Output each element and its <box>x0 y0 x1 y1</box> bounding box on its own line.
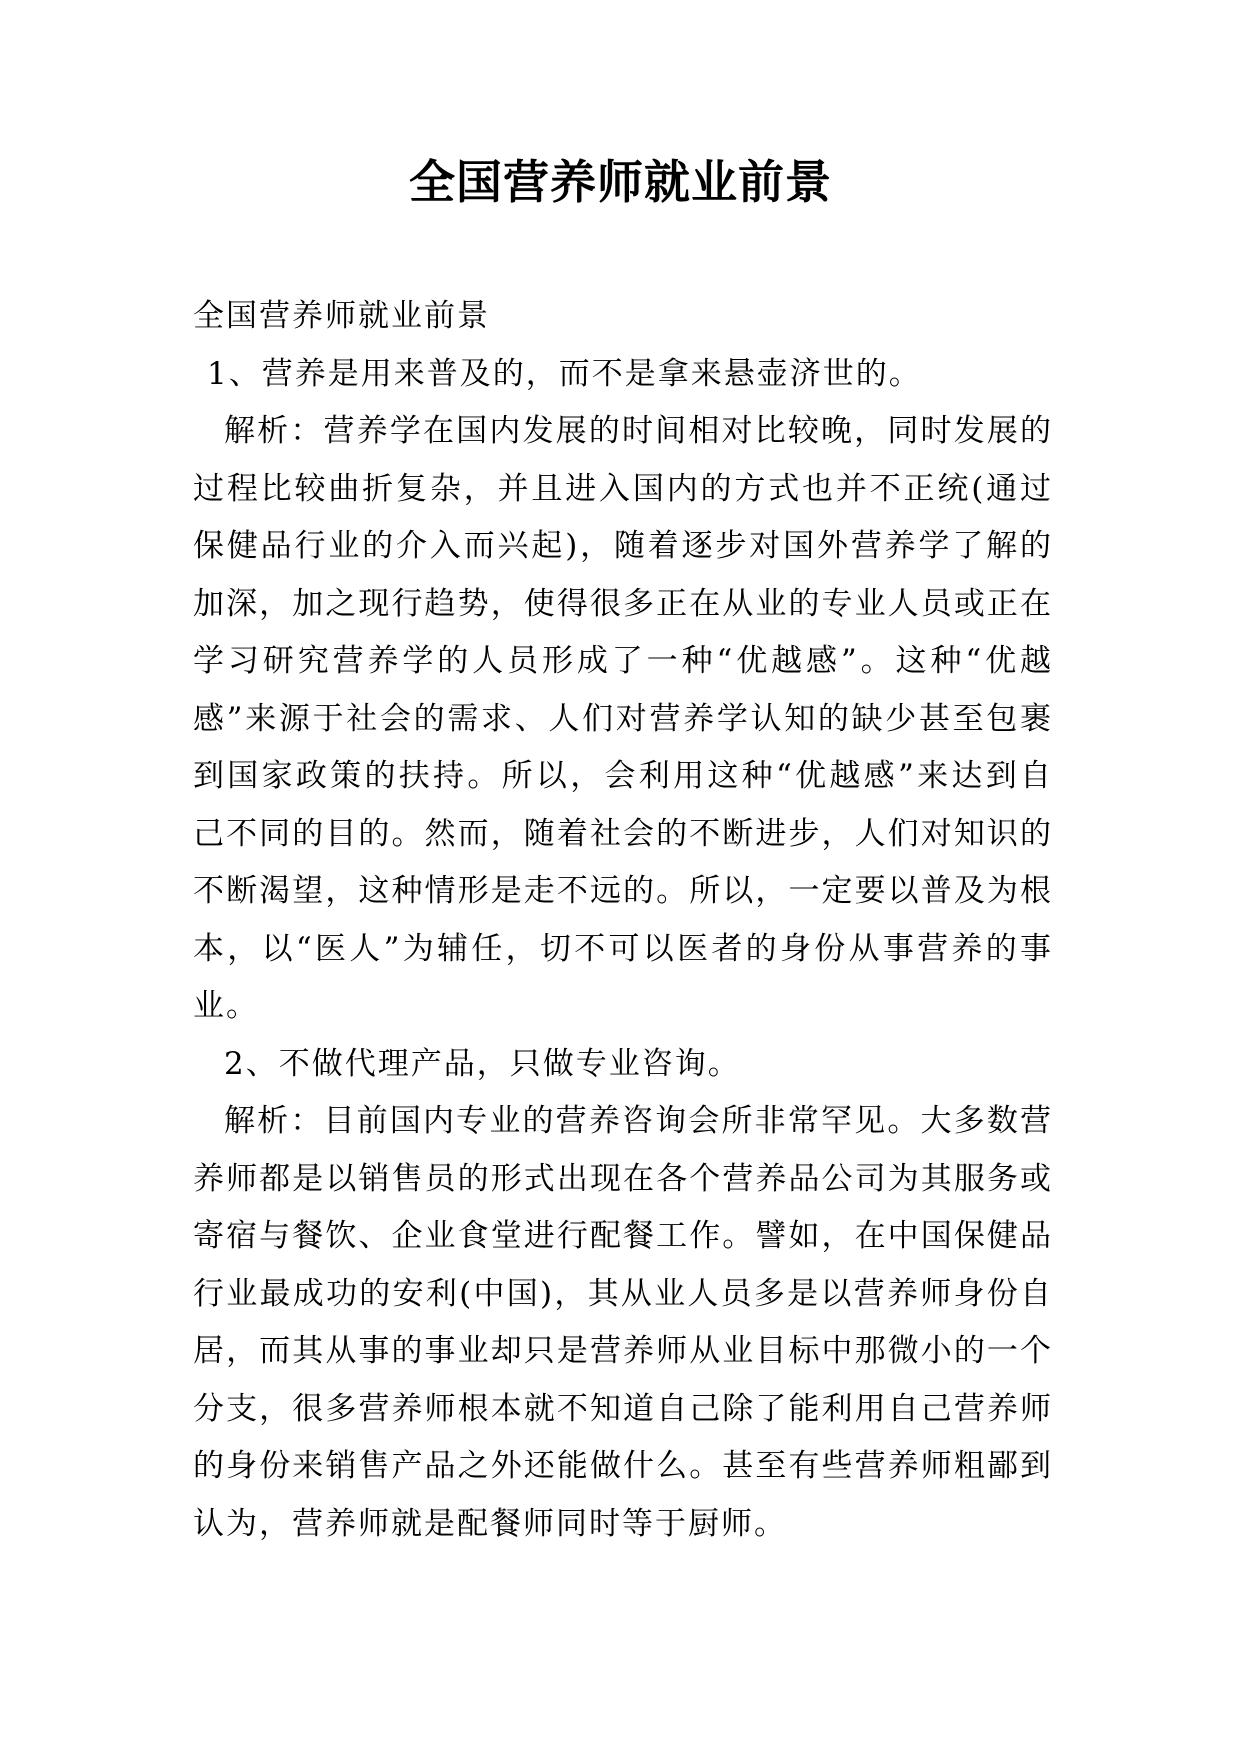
point-1: 1、营养是用来普及的，而不是拿来悬壶济世的。 <box>207 355 922 392</box>
point-2: 2、不做代理产品，只做专业咨询。 <box>224 1045 741 1082</box>
document-title: 全国营养师就业前景 <box>409 155 832 209</box>
analysis-paragraph-2: 解析：目前国内专业的营养咨询会所非常罕见。大多数营养师都是以销售员的形式出现在各个营养品公司为其服务或寄宿与餐饮、企业食堂进行配餐工作。譬如，在中国保健品行业最成功的安利(中国)，其从业人员多是以营养师身份自居，而其从事的事业却只是营养师从业目标中那微小的一个分支，很多营养师根本就不知道自己除了能利用自己营养师的身份来销售产品之外还能做什么。甚至有些营养师粗鄙到认为，营养师就是配餐师同时等于厨师。 <box>193 1103 1053 1542</box>
document-body <box>193 288 1053 1553</box>
analysis-paragraph-1: 解析：营养学在国内发展的时间相对比较晚，同时发展的过程比较曲折复杂，并且进入国内的方式也并不正统(通过保健品行业的介入而兴起)，随着逐步对国外营养学了解的加深，加之现行趋势，使得很多正在从业的专业人员或正在学习研究营养学的人员形成了一种“优越感”。这种“优越感”来源于社会的需求、人们对营养学认知的缺少甚至包裹到国家政策的扶持。所以，会利用这种“优越感”来达到自己不同的目的。然而，随着社会的不断进步，人们对知识的不断渴望，这种情形是走不远的。所以，一定要以普及为根本，以“医人”为辅任，切不可以医者的身份从事营养的事业。 <box>193 413 1053 1024</box>
document-subtitle: 全国营养师就业前景 <box>193 298 490 334</box>
